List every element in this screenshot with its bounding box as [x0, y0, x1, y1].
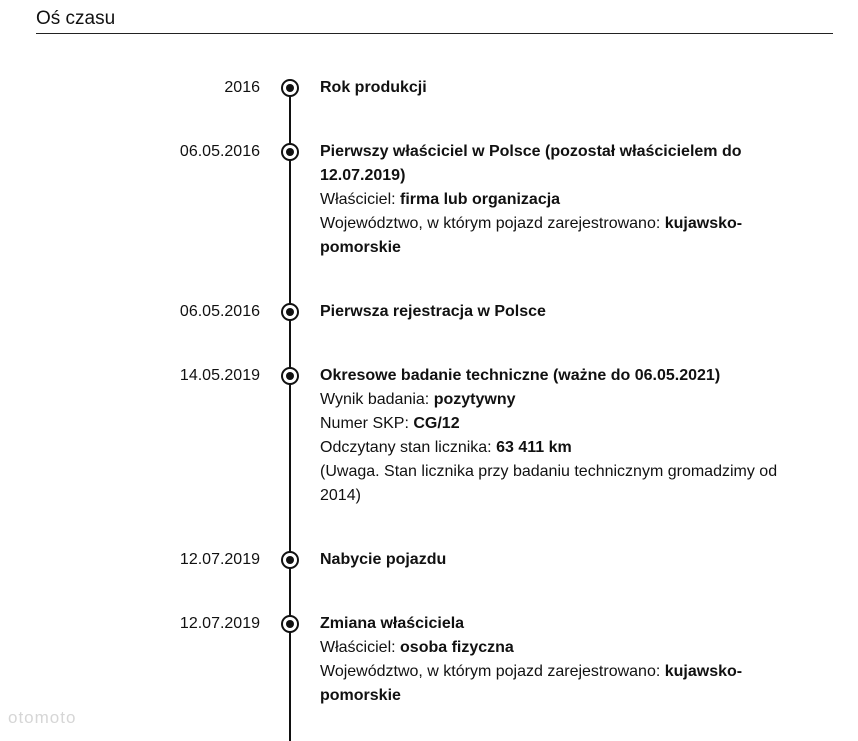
note-line2: 2014) — [320, 487, 361, 504]
region-value-part1: kujawsko- — [664, 663, 743, 680]
event-date: 2016 — [224, 79, 260, 96]
result-value: pozytywny — [433, 391, 516, 408]
odometer-value: 63 411 km — [496, 439, 572, 456]
event-date: 14.05.2019 — [179, 367, 260, 384]
watermark-logo: otomoto — [8, 708, 77, 727]
timeline-dot-icon — [281, 303, 299, 321]
odometer-line — [320, 436, 800, 460]
region-label: Województwo, w którym pojazd zarejestrowano: — [320, 663, 665, 680]
event-body — [320, 300, 800, 324]
event-title: Nabycie pojazdu — [320, 551, 447, 568]
skp-value: CG/12 — [413, 415, 460, 432]
region-line — [320, 212, 800, 260]
section-title: Oś czasu — [36, 8, 116, 29]
timeline-dot-icon — [281, 79, 299, 97]
event-body — [320, 140, 800, 260]
region-value-part1: kujawsko- — [664, 215, 743, 232]
event-body — [320, 76, 800, 100]
owner-label: Właściciel: — [320, 191, 401, 208]
owner-label: Właściciel: — [320, 639, 401, 656]
event-date: 06.05.2016 — [179, 143, 260, 160]
event-date: 12.07.2019 — [179, 551, 260, 568]
owner-line — [320, 188, 800, 212]
event-title: Pierwsza rejestracja w Polsce — [320, 303, 546, 320]
event-date: 06.05.2016 — [179, 303, 260, 320]
region-value-part2: pomorskie — [320, 687, 401, 704]
odometer-label: Odczytany stan licznika: — [320, 439, 497, 456]
region-line — [320, 660, 800, 708]
odometer-note — [320, 460, 800, 508]
skp-line — [320, 412, 800, 436]
timeline-dot-icon — [281, 615, 299, 633]
owner-line — [320, 636, 800, 660]
event-body — [320, 364, 800, 508]
section-header — [36, 0, 833, 34]
event-body — [320, 548, 800, 572]
result-line — [320, 388, 800, 412]
timeline-axis — [289, 88, 291, 741]
event-title — [320, 140, 800, 188]
event-title-line2: 12.07.2019) — [320, 167, 406, 184]
timeline-dot-icon — [281, 143, 299, 161]
timeline-dot-icon — [281, 551, 299, 569]
skp-label: Numer SKP: — [320, 415, 414, 432]
note-line1: (Uwaga. Stan licznika przy badaniu technicznym gromadzimy od — [320, 463, 778, 480]
event-title: Okresowe badanie techniczne (ważne do 06.05.2021) — [320, 367, 721, 384]
event-title-line1: Pierwszy właściciel w Polsce (pozostał właścicielem do — [320, 143, 742, 160]
event-date: 12.07.2019 — [179, 615, 260, 632]
owner-value: firma lub organizacja — [400, 191, 561, 208]
result-label: Wynik badania: — [320, 391, 434, 408]
event-title: Rok produkcji — [320, 79, 427, 96]
event-title: Zmiana właściciela — [320, 615, 465, 632]
region-value-part2: pomorskie — [320, 239, 401, 256]
region-label: Województwo, w którym pojazd zarejestrowano: — [320, 215, 665, 232]
timeline-dot-icon — [281, 367, 299, 385]
event-body — [320, 612, 800, 708]
owner-value: osoba fizyczna — [400, 639, 514, 656]
